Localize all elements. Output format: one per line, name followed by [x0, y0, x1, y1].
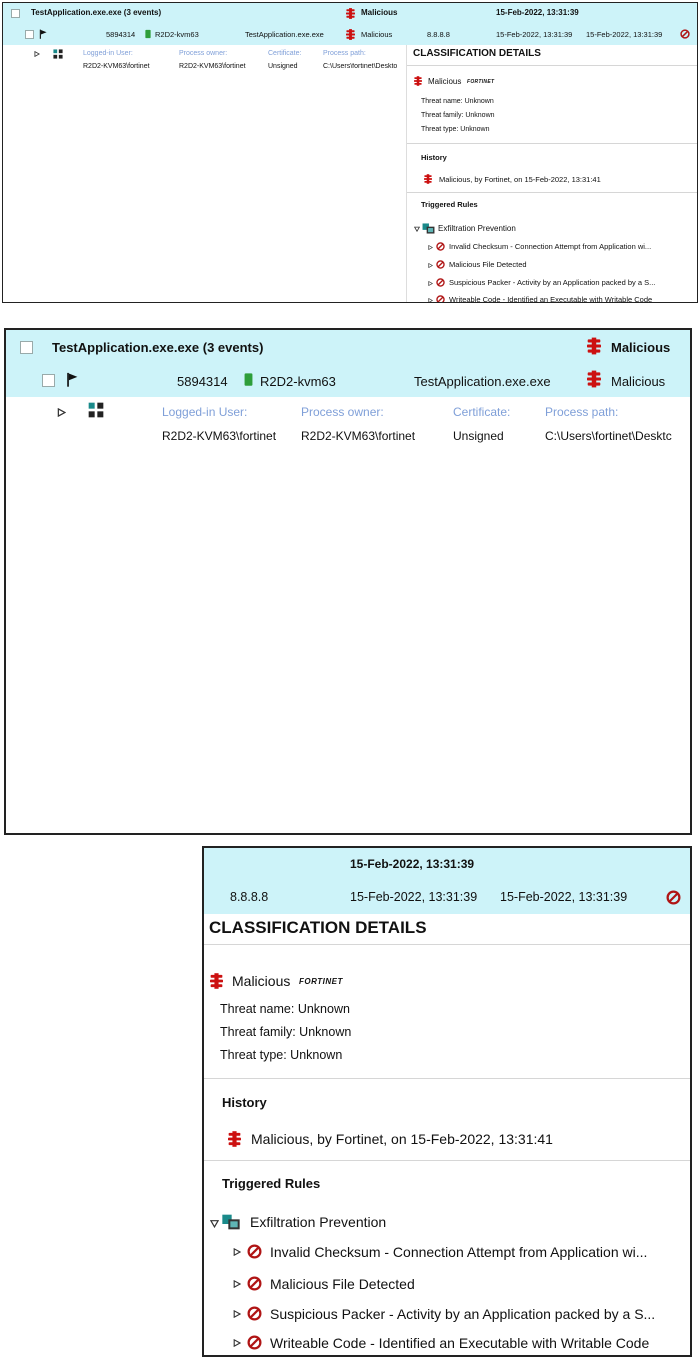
event-last-seen: 15-Feb-2022, 13:31:39	[586, 30, 663, 39]
rule-item[interactable]: Malicious File Detected	[449, 260, 527, 269]
device-icon	[244, 372, 253, 387]
classification-verdict: Malicious	[232, 973, 291, 989]
event-destination: 8.8.8.8	[427, 30, 450, 39]
event-verdict: Malicious	[611, 374, 666, 389]
event-panel-zoom-left	[4, 328, 692, 835]
blocked-icon	[247, 1244, 262, 1259]
process-tree-icon[interactable]	[88, 402, 104, 418]
blocked-icon	[436, 278, 445, 287]
event-destination: 8.8.8.8	[230, 890, 269, 904]
process-path: C:\Users\fortinet\Deskto	[323, 63, 398, 70]
event-verdict: Malicious	[361, 30, 393, 39]
process-owner: R2D2-KVM63\fortinet	[179, 63, 246, 70]
event-id: 5894314	[177, 374, 228, 389]
event-checkbox[interactable]	[42, 374, 55, 387]
logged-in-user: R2D2-KVM63\fortinet	[83, 63, 150, 70]
group-title[interactable]: TestApplication.exe.exe (3 events)	[31, 8, 162, 17]
flag-icon[interactable]	[39, 29, 47, 39]
blocked-icon	[436, 242, 445, 251]
fortinet-logo: FORTINET	[467, 79, 495, 85]
threat-type: Threat type: Unknown	[220, 1048, 343, 1062]
expand-triangle-icon[interactable]	[428, 263, 433, 268]
event-process[interactable]: TestApplication.exe.exe	[414, 374, 551, 389]
malicious-icon	[424, 174, 432, 184]
rule-group-name[interactable]: Exfiltration Prevention	[250, 1214, 387, 1230]
expand-triangle-icon[interactable]	[428, 245, 433, 250]
logged-in-user: R2D2-KVM63\fortinet	[162, 429, 277, 443]
blocked-icon	[436, 295, 445, 303]
event-first-seen: 15-Feb-2022, 13:31:39	[350, 890, 478, 904]
rule-group-name[interactable]: Exfiltration Prevention	[438, 224, 516, 233]
expand-triangle-icon[interactable]	[34, 51, 40, 57]
event-process[interactable]: TestApplication.exe.exe	[245, 30, 324, 39]
certificate-label: Certificate:	[268, 50, 302, 57]
certificate: Unsigned	[268, 63, 298, 70]
certificate-label: Certificate:	[453, 405, 511, 419]
malicious-icon	[414, 76, 422, 86]
classification-heading: CLASSIFICATION DETAILS	[209, 918, 427, 937]
classification-panel-zoom	[202, 846, 692, 1357]
blocked-icon	[247, 1306, 262, 1321]
rule-item[interactable]: Invalid Checksum - Connection Attempt from Application wi...	[270, 1244, 648, 1260]
event-last-seen: 15-Feb-2022, 13:31:39	[500, 890, 628, 904]
rule-group-icon	[221, 1214, 241, 1230]
logged-in-user-label: Logged-in User:	[83, 50, 133, 57]
expand-triangle-icon[interactable]	[233, 1310, 241, 1318]
process-owner: R2D2-KVM63\fortinet	[301, 429, 416, 443]
expand-triangle-icon[interactable]	[428, 298, 433, 303]
event-checkbox[interactable]	[25, 30, 34, 39]
process-owner-label: Process owner:	[301, 405, 384, 419]
certificate: Unsigned	[453, 429, 504, 443]
threat-type: Threat type: Unknown	[421, 126, 490, 133]
logged-in-user-label: Logged-in User:	[162, 405, 248, 419]
event-device[interactable]: R2D2-kvm63	[155, 30, 199, 39]
process-tree-icon[interactable]	[53, 49, 63, 59]
expand-triangle-icon[interactable]	[233, 1248, 241, 1256]
process-owner-label: Process owner:	[179, 50, 228, 57]
rule-item[interactable]: Malicious File Detected	[270, 1276, 415, 1292]
expand-triangle-icon[interactable]	[233, 1280, 241, 1288]
history-heading: History	[421, 153, 447, 162]
event-id: 5894314	[106, 30, 136, 39]
group-verdict: Malicious	[361, 8, 398, 17]
triggered-rules-heading: Triggered Rules	[421, 200, 478, 209]
blocked-icon	[666, 890, 681, 905]
group-checkbox[interactable]	[11, 9, 20, 18]
malicious-icon	[346, 29, 355, 40]
collapse-triangle-icon[interactable]	[210, 1219, 219, 1228]
divider	[204, 1160, 690, 1161]
threat-family: Threat family: Unknown	[220, 1025, 352, 1039]
threat-name: Threat name: Unknown	[220, 1002, 350, 1016]
classification-verdict: Malicious	[428, 77, 462, 86]
triggered-rules-heading: Triggered Rules	[222, 1176, 321, 1191]
divider	[204, 944, 690, 945]
expand-triangle-icon[interactable]	[57, 408, 66, 417]
device-icon	[145, 29, 151, 39]
rule-group-icon	[422, 223, 435, 234]
malicious-icon	[346, 8, 355, 19]
rule-item[interactable]: Writeable Code - Identified an Executable with Writable Code	[449, 295, 653, 303]
rule-item[interactable]: Suspicious Packer - Activity by an Application packed by a S...	[449, 278, 656, 287]
history-entry: Malicious, by Fortinet, on 15-Feb-2022, 13:31:41	[251, 1131, 553, 1147]
process-path-label: Process path:	[323, 50, 366, 57]
malicious-icon	[210, 973, 223, 989]
threat-name: Threat name: Unknown	[421, 98, 494, 105]
rule-item[interactable]: Suspicious Packer - Activity by an Application packed by a S...	[270, 1306, 656, 1322]
event-first-seen: 15-Feb-2022, 13:31:39	[496, 30, 573, 39]
classification-pane	[406, 45, 698, 303]
rule-item[interactable]: Writeable Code - Identified an Executable with Writable Code	[270, 1335, 650, 1351]
flag-icon[interactable]	[66, 372, 78, 387]
group-title[interactable]: TestApplication.exe.exe (3 events)	[52, 340, 264, 355]
group-checkbox[interactable]	[20, 341, 33, 354]
group-timestamp: 15-Feb-2022, 13:31:39	[496, 8, 579, 17]
classification-heading: CLASSIFICATION DETAILS	[413, 48, 541, 59]
history-heading: History	[222, 1095, 267, 1110]
history-entry: Malicious, by Fortinet, on 15-Feb-2022, 13:31:41	[439, 175, 601, 184]
malicious-icon	[228, 1131, 241, 1147]
blocked-icon	[436, 260, 445, 269]
malicious-icon	[587, 370, 601, 388]
divider	[407, 143, 698, 144]
blocked-icon	[247, 1276, 262, 1291]
threat-family: Threat family: Unknown	[421, 112, 495, 119]
event-panel-overview	[2, 2, 698, 303]
group-verdict: Malicious	[611, 340, 671, 355]
event-device[interactable]: R2D2-kvm63	[260, 374, 336, 389]
expand-triangle-icon[interactable]	[428, 281, 433, 286]
blocked-icon	[680, 29, 690, 39]
process-path: C:\Users\fortinet\Desktc	[545, 429, 672, 443]
divider	[204, 1078, 690, 1079]
blocked-icon	[247, 1335, 262, 1350]
collapse-triangle-icon[interactable]	[414, 226, 420, 232]
expand-triangle-icon[interactable]	[233, 1339, 241, 1347]
rule-item[interactable]: Invalid Checksum - Connection Attempt from Application wi...	[449, 242, 652, 251]
fortinet-logo: FORTINET	[299, 977, 343, 986]
divider	[407, 192, 698, 193]
process-path-label: Process path:	[545, 405, 619, 419]
divider	[407, 65, 698, 66]
malicious-icon	[587, 337, 601, 355]
group-timestamp: 15-Feb-2022, 13:31:39	[350, 857, 475, 871]
